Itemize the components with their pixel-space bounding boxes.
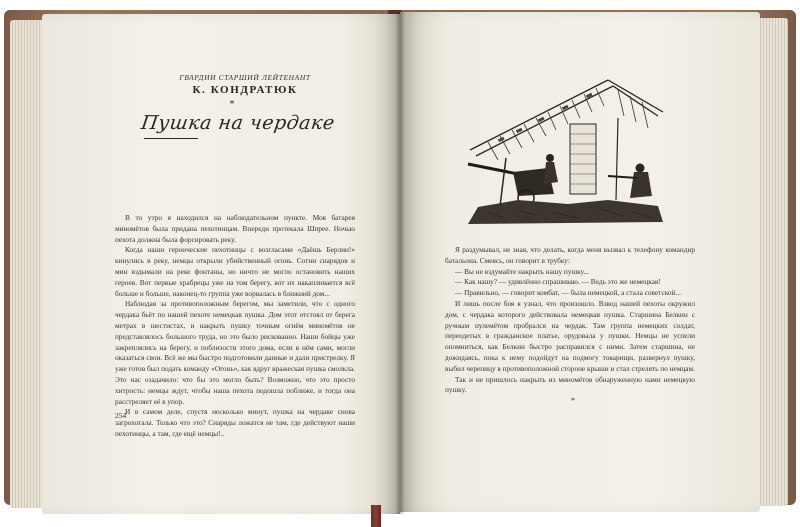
title-star: * [229, 99, 235, 110]
paragraph: Так и не пришлось накрыть из миномётов обнаруженную нами немецкую пушку. [445, 374, 695, 395]
paragraph: — Правильно, — говорит комбат, — была немецкой, а стала советской... [455, 288, 681, 298]
page-edges-left [10, 20, 44, 508]
paragraph: Когда наши героические пехотинцы с возгласами «Даёшь Берлин!» кинулись в реку, немцы открыли убийственный огонь. Сотни снарядов и мин вздымали на реке фонтаны, но ничто не могло остановить наших героев. Вот первые храбрецы уже на том берегу, вот их накапливается всё больше и больше, наконец-то группа уже ворвалась в ближний дом... [115, 245, 355, 298]
paragraph: — Как нашу? — удивлённо спрашиваю. — Ведь это же немецкая! [455, 277, 661, 287]
end-star: * [571, 396, 575, 405]
bookmark-ribbon[interactable] [371, 505, 381, 527]
story-title [126, 112, 349, 134]
paragraph: И в самом деле, спустя несколько минут, пушка на чердаке снова загрохотала. Только что это? Снаряды ложатся не там, где действуют наши пехотинцы, а там, где ещё немцы!.. [115, 407, 355, 438]
author-rank: ГВАРДИИ СТАРШИЙ ЛЕЙТЕНАНТ [179, 73, 311, 82]
author-name: К. КОНДРАТЮК [192, 84, 298, 96]
paragraph: В то утро я находился на наблюдательном пункте. Моя батарея миномётов была придана пехотинцам. Впереди протекала Шпрее. Ночью пехота должна была форсировать реку. [115, 213, 355, 244]
paragraph: Наблюдая за противоположным берегом, мы заметили, что с одного чердака бьёт по нашей пехоте немецкая пушка. Дом этот отстоял от берега метрах в шестистах, и накрыть пушку точным огнём миномётов не представлялось большого труда, но это было рискованно. Наши бойцы уже закреплялись на берегу, и поблизости этого дома, если в нём сами, могли оказаться свои. Всё же мы быстро подготовили данные и дали пристрелку. Я уже готов был подать команду «Огонь», как вдруг вражеская пушка смолкла. Это нас озадачило: что бы это могло быть? Возможно, что это просто хитрость: немцы ждут, чтобы наша пехота подошла поближе, и тогда она расстреляет её в упор. [115, 299, 355, 406]
story-title-text: Пушка на чердаке [139, 112, 337, 134]
right-page-text [445, 245, 695, 396]
illustration-gun-in-attic [458, 72, 668, 232]
book-spine [396, 12, 404, 514]
page-edges-right [758, 18, 788, 506]
paragraph: Я раздумывал, не зная, что делать, когда меня вызвал к телефону командир батальона. Смеясь, он говорит в трубку: [445, 245, 695, 265]
title-underline [144, 138, 198, 139]
page-number: 254 [115, 411, 127, 420]
paragraph: И лишь после боя я узнал, что произошло. Взвод нашей пехоты окружил дом, с чердака которого действовала немецкая пушка. Старшина Белкин с ручным пулемётом пробрался на чердак. Там группа немецких солдат, переодетых в гражданское платье, орудовала у пушки. Немцы не успели опомниться, как Белкин быстро расправился с ними. Затем старшина, не дожидаясь, пока к нему подойдут на подмогу товарищи, развернул пушку, выбил черепицу в противоположной стороне крыши и стал стрелять по немцам. [445, 298, 695, 373]
left-page-text [115, 213, 355, 440]
paragraph: — Вы не вздумайте накрыть нашу пушку... [455, 266, 589, 276]
